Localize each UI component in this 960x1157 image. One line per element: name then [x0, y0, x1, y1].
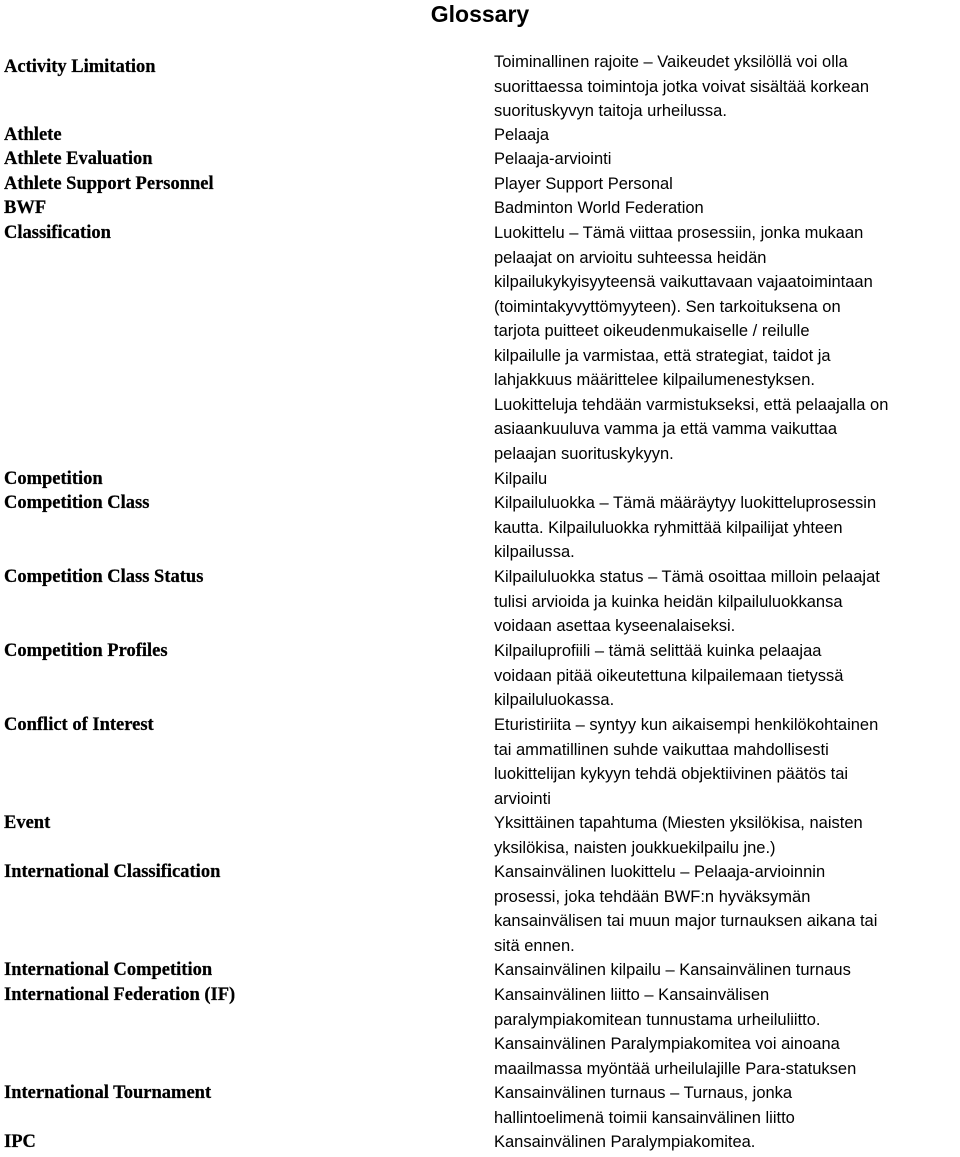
glossary-definition	[494, 713, 960, 811]
glossary-term: International Competition	[4, 960, 213, 980]
definition-line: Toiminallinen rajoite – Vaikeudet yksilöllä voi olla	[494, 53, 848, 71]
glossary-definition	[494, 467, 960, 492]
definition-line: arviointi	[494, 789, 551, 808]
glossary-definition	[494, 958, 960, 983]
definition-line: suorittaessa toimintoja jotka voivat sisältää korkean	[494, 77, 870, 96]
definition-line: voidaan asettaa kyseenalaiseksi.	[494, 617, 736, 635]
glossary-definition	[494, 811, 960, 860]
definition-line: Kilpailu	[494, 470, 548, 488]
glossary-term: Competition	[4, 469, 103, 489]
glossary-definition	[494, 221, 960, 466]
definition-line: luokittelijan kykyyn tehdä objektiivinen päätös tai	[494, 765, 849, 783]
glossary-term: Competition Class Status	[4, 567, 204, 587]
definition-line: pelaajan suorituskykyyn.	[494, 444, 674, 463]
glossary-term: International Classification	[4, 862, 221, 882]
definition-line: tarjota puitteet oikeudenmukaiselle / reilulle	[494, 322, 810, 340]
definition-line: kautta. Kilpailuluokka ryhmittää kilpailijat yhteen	[494, 518, 843, 537]
definition-line: (toimintakyvyttömyyteen). Sen tarkoituksena on	[494, 297, 841, 316]
glossary-term: Conflict of Interest	[4, 715, 154, 735]
definition-line: Pelaaja	[494, 126, 550, 144]
definition-line: lahjakkuus määrittelee kilpailumenestyksen.	[494, 371, 815, 389]
definition-line: paralympiakomitean tunnustama urheiluliitto.	[494, 1010, 821, 1029]
glossary-definition	[494, 123, 960, 148]
definition-line: pelaajat on arvioitu suhteessa heidän	[494, 248, 767, 267]
definition-line: Kansainvälinen Paralympiakomitea voi ainoana	[494, 1035, 840, 1053]
definition-line: kilpailuluokassa.	[494, 691, 615, 709]
definition-line: Badminton World Federation	[494, 199, 704, 217]
glossary-definition	[494, 1130, 960, 1155]
definition-line: Kansainvälinen luokittelu – Pelaaja-arvioinnin	[494, 863, 826, 881]
definition-line: Pelaaja-arviointi	[494, 150, 612, 168]
definition-line: Kansainvälinen turnaus – Turnaus, jonka	[494, 1084, 793, 1102]
definition-line: Luokitteluja tehdään varmistukseksi, että pelaajalla on	[494, 395, 889, 414]
definition-line: voidaan pitää oikeutettuna kilpailemaan tietyssä	[494, 666, 844, 685]
definition-line: kansainvälisen tai muun major turnauksen aikana tai	[494, 912, 878, 930]
glossary-definition	[494, 491, 960, 565]
definition-line: hallintoelimenä toimii kansainvälinen liitto	[494, 1108, 795, 1127]
definition-line: Kansainvälinen Paralympiakomitea.	[494, 1133, 756, 1151]
glossary-term: IPC	[4, 1132, 36, 1152]
glossary-definition	[494, 172, 960, 197]
definition-line: tai ammatillinen suhde vaikuttaa mahdollisesti	[494, 740, 829, 759]
glossary-term: Event	[4, 813, 51, 833]
definition-line: kilpailussa.	[494, 543, 575, 561]
glossary-definition	[494, 983, 960, 1081]
definition-line: prosessi, joka tehdään BWF:n hyväksymän	[494, 887, 811, 906]
definition-line: Kilpailuluokka status – Tämä osoittaa milloin pelaajat	[494, 568, 880, 586]
glossary-term: Competition Class	[4, 493, 150, 513]
definition-line: maailmassa myöntää urheilulajille Para-statuksen	[494, 1059, 857, 1078]
definition-line: Kilpailuluokka – Tämä määräytyy luokitteluprosessin	[494, 494, 877, 512]
glossary-term: Athlete Support Personnel	[4, 174, 214, 194]
page-title: Glossary	[430, 1, 530, 27]
definition-line: Kilpailuprofiili – tämä selittää kuinka pelaajaa	[494, 642, 822, 660]
glossary-definition	[494, 1081, 960, 1130]
definition-line: yksilökisa, naisten joukkuekilpailu jne.)	[494, 838, 776, 857]
definition-line: tulisi arvioida ja kuinka heidän kilpailuluokkansa	[494, 592, 843, 611]
glossary-term: International Federation (IF)	[4, 985, 236, 1005]
glossary-term: Athlete	[4, 125, 62, 145]
definition-line: sitä ennen.	[494, 936, 575, 955]
glossary-term: International Tournament	[4, 1083, 212, 1103]
definition-line: Kansainvälinen kilpailu – Kansainvälinen turnaus	[494, 961, 851, 979]
definition-line: suorituskyvyn taitoja urheilussa.	[494, 102, 727, 120]
definition-line: Kansainvälinen liitto – Kansainvälisen	[494, 986, 770, 1004]
glossary-definition	[494, 147, 960, 172]
glossary-definition	[494, 196, 960, 221]
glossary-definition	[494, 565, 960, 639]
definition-line: kilpailukykyisyyteensä vaikuttavaan vajaatoimintaan	[494, 273, 873, 291]
glossary-definition	[494, 639, 960, 713]
glossary-term: Competition Profiles	[4, 641, 168, 661]
glossary-term: BWF	[4, 198, 47, 218]
glossary-definition	[494, 50, 960, 124]
glossary-term: Athlete Evaluation	[4, 149, 153, 169]
definition-line: Player Support Personal	[494, 175, 673, 193]
glossary-term: Classification	[4, 223, 111, 243]
definition-line: Yksittäinen tapahtuma (Miesten yksilökisa, naisten	[494, 814, 863, 832]
definition-line: asiaankuuluva vamma ja että vamma vaikuttaa	[494, 420, 838, 438]
definition-line: Luokittelu – Tämä viittaa prosessiin, jonka mukaan	[494, 224, 864, 242]
glossary-definition	[494, 860, 960, 958]
definition-line: Eturistiriita – syntyy kun aikaisempi henkilökohtainen	[494, 716, 879, 734]
glossary-term: Activity Limitation	[4, 57, 156, 77]
definition-line: kilpailulle ja varmistaa, että strategiat, taidot ja	[494, 346, 831, 365]
